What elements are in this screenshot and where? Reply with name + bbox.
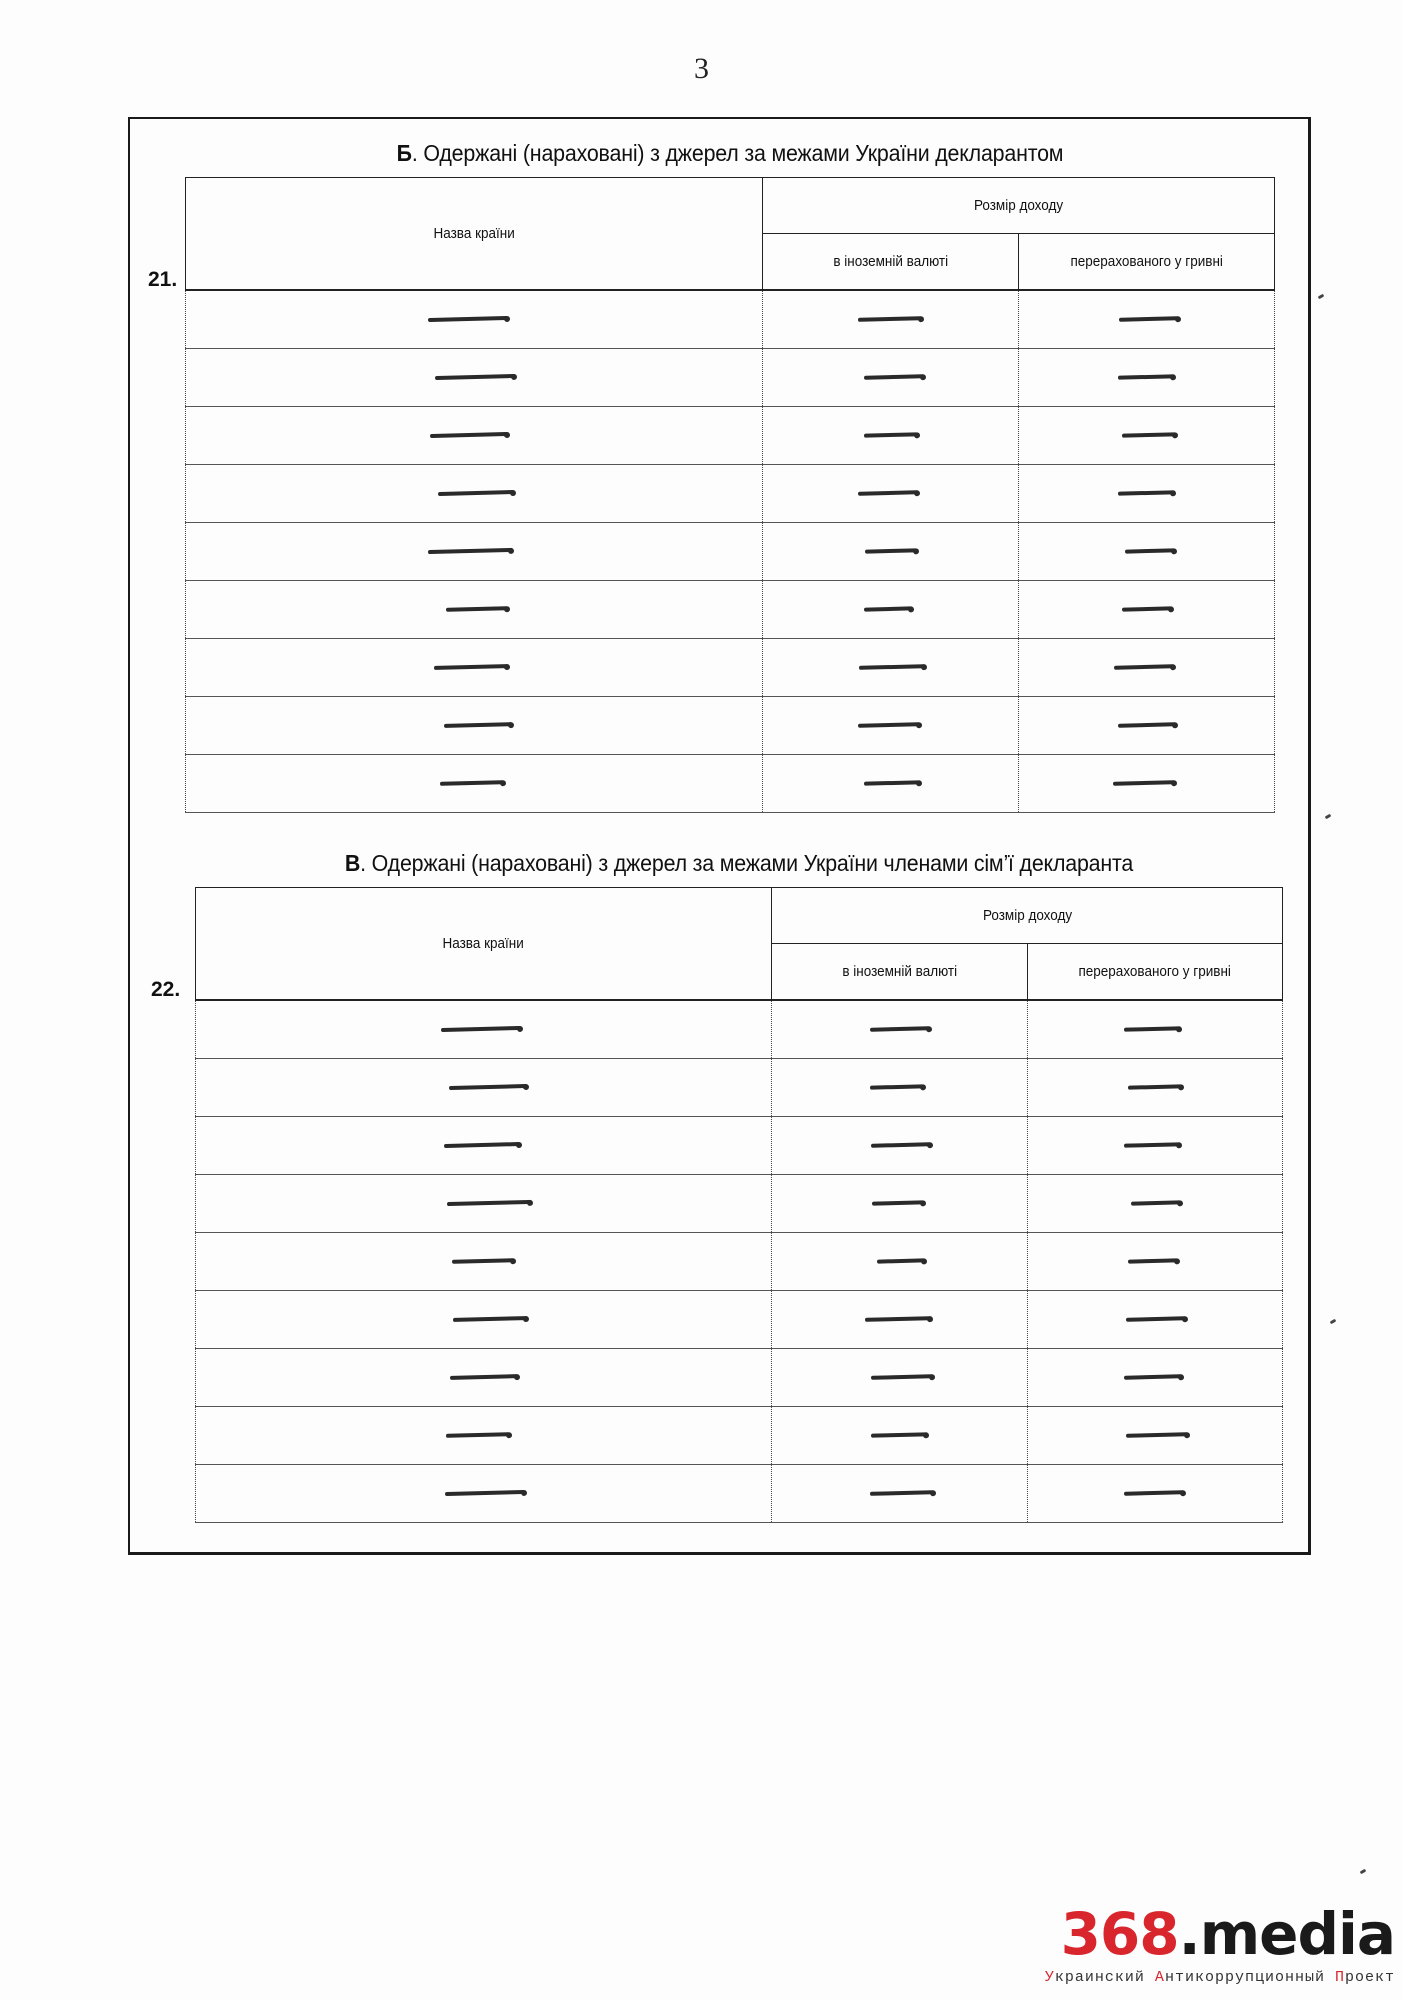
cell-converted-uah: [1027, 1174, 1282, 1232]
scan-speck: [1325, 814, 1332, 820]
cell-converted-uah: [1019, 464, 1275, 522]
dash-mark: [1118, 316, 1178, 322]
header-country-name: Назва країни: [186, 178, 763, 290]
cell-country: [186, 638, 763, 696]
cell-foreign-currency: [763, 638, 1019, 696]
table-row: [186, 406, 1275, 464]
dash-mark: [1124, 1490, 1184, 1496]
dash-mark: [1124, 1374, 1182, 1380]
dash-mark: [864, 432, 918, 437]
dash-mark: [858, 316, 922, 322]
header-converted-uah: перерахованого у гривні: [1019, 234, 1275, 290]
section-b-foreign-income-declarant: [148, 140, 1275, 813]
cell-country: [186, 522, 763, 580]
dash-mark: [434, 664, 508, 670]
section-title: [223, 140, 1237, 167]
subtitle-text: краинский: [1054, 1969, 1155, 1986]
dash-mark: [1124, 548, 1174, 553]
dash-mark: [864, 780, 920, 785]
cell-converted-uah: [1019, 754, 1275, 812]
dash-mark: [871, 1142, 931, 1148]
header-foreign-currency: в іноземній валюті: [763, 234, 1019, 290]
cell-country: [196, 1174, 772, 1232]
dash-mark: [1128, 1258, 1178, 1263]
subtitle-capital: У: [1044, 1969, 1055, 1986]
subtitle-capital: П: [1334, 1969, 1345, 1986]
cell-country: [186, 754, 763, 812]
cell-country: [196, 1290, 772, 1348]
cell-country: [196, 1000, 772, 1059]
cell-foreign-currency: [772, 1174, 1027, 1232]
income-table: [195, 887, 1283, 1523]
dash-mark: [1121, 606, 1171, 611]
dash-mark: [864, 606, 912, 611]
dash-mark: [1118, 722, 1176, 728]
cell-converted-uah: [1027, 1464, 1282, 1522]
cell-foreign-currency: [763, 696, 1019, 754]
dash-mark: [870, 1026, 930, 1032]
cell-converted-uah: [1019, 406, 1275, 464]
cell-foreign-currency: [763, 580, 1019, 638]
dash-mark: [858, 490, 918, 496]
table-row: [186, 638, 1275, 696]
dash-mark: [446, 1432, 510, 1438]
row-number: 22.: [151, 978, 181, 1001]
table-row: [186, 464, 1275, 522]
dash-mark: [1126, 1432, 1188, 1438]
cell-foreign-currency: [772, 1116, 1027, 1174]
cell-converted-uah: [1027, 1232, 1282, 1290]
dash-mark: [430, 432, 508, 438]
cell-converted-uah: [1027, 1406, 1282, 1464]
cell-converted-uah: [1027, 1058, 1282, 1116]
dash-mark: [870, 1084, 924, 1089]
header-country-name: Назва країни: [196, 888, 772, 1000]
dash-mark: [865, 548, 917, 553]
watermark-logo: 368.media: [1060, 1900, 1395, 1968]
watermark-subtitle: [1045, 1969, 1395, 1986]
section-title-text: . Одержані (нараховані) з джерел за межами України декларантом: [411, 140, 1064, 166]
cell-country: [196, 1406, 772, 1464]
dash-mark: [445, 1490, 525, 1496]
dash-mark: [444, 1142, 520, 1148]
dash-mark: [1122, 432, 1176, 437]
subtitle-capital: А: [1154, 1969, 1165, 1986]
cell-foreign-currency: [763, 464, 1019, 522]
table-row: [196, 1174, 1283, 1232]
table-row: [196, 1290, 1283, 1348]
dash-mark: [452, 1258, 514, 1264]
dash-mark: [871, 1374, 933, 1380]
cell-foreign-currency: [772, 1232, 1027, 1290]
cell-foreign-currency: [763, 522, 1019, 580]
cell-foreign-currency: [763, 754, 1019, 812]
cell-foreign-currency: [763, 348, 1019, 406]
table-row: [186, 348, 1275, 406]
dash-mark: [1131, 1200, 1181, 1205]
header-income-size: Розмір доходу: [763, 178, 1275, 234]
dash-mark: [446, 606, 508, 612]
cell-country: [196, 1348, 772, 1406]
dash-mark: [877, 1258, 925, 1263]
dash-mark: [428, 316, 508, 322]
header-foreign-currency: в іноземній валюті: [772, 944, 1027, 1000]
table-row: [196, 1348, 1283, 1406]
cell-foreign-currency: [772, 1348, 1027, 1406]
dash-mark: [449, 1084, 527, 1090]
cell-country: [186, 406, 763, 464]
table-row: [186, 580, 1275, 638]
dash-mark: [447, 1200, 531, 1206]
cell-foreign-currency: [763, 290, 1019, 349]
cell-foreign-currency: [772, 1464, 1027, 1522]
cell-converted-uah: [1019, 290, 1275, 349]
dash-mark: [453, 1316, 527, 1322]
cell-converted-uah: [1019, 348, 1275, 406]
dash-mark: [870, 1490, 934, 1496]
table-row: [196, 1464, 1283, 1522]
cell-country: [186, 290, 763, 349]
dash-mark: [871, 1432, 927, 1437]
section-title-text: . Одержані (нараховані) з джерел за межами України членами сім’ї декларанта: [360, 850, 1134, 876]
section-letter: В: [344, 850, 361, 876]
section-v-foreign-income-family: [151, 850, 1283, 1523]
dash-mark: [1126, 1316, 1186, 1322]
cell-converted-uah: [1027, 1290, 1282, 1348]
watermark-368-media: [1044, 1900, 1395, 1986]
subtitle-text: нтикоррупционный: [1164, 1969, 1335, 1986]
dash-mark: [435, 374, 515, 380]
table-row: [186, 290, 1275, 349]
cell-country: [196, 1464, 772, 1522]
dash-mark: [438, 490, 514, 496]
cell-foreign-currency: [772, 1290, 1027, 1348]
dash-mark: [1113, 664, 1173, 670]
table-row: [196, 1406, 1283, 1464]
table-row: [196, 1232, 1283, 1290]
cell-country: [196, 1116, 772, 1174]
dash-mark: [450, 1374, 518, 1380]
table-row: [186, 754, 1275, 812]
dash-mark: [1124, 1142, 1180, 1147]
dash-mark: [440, 780, 504, 786]
dash-mark: [1124, 1026, 1180, 1031]
cell-foreign-currency: [772, 1000, 1027, 1059]
dash-mark: [1113, 780, 1175, 786]
cell-country: [186, 696, 763, 754]
table-row: [196, 1058, 1283, 1116]
cell-converted-uah: [1027, 1000, 1282, 1059]
dash-mark: [1128, 1084, 1182, 1089]
header-converted-uah: перерахованого у гривні: [1027, 944, 1282, 1000]
cell-converted-uah: [1019, 638, 1275, 696]
cell-converted-uah: [1019, 580, 1275, 638]
table-row: [186, 696, 1275, 754]
table-row: [196, 1116, 1283, 1174]
dash-mark: [858, 722, 920, 728]
cell-converted-uah: [1027, 1116, 1282, 1174]
cell-converted-uah: [1019, 696, 1275, 754]
cell-country: [186, 348, 763, 406]
table-row: [196, 1000, 1283, 1059]
scan-speck: [1360, 1869, 1367, 1875]
section-letter: Б: [396, 140, 412, 166]
table-row: [186, 522, 1275, 580]
cell-converted-uah: [1019, 522, 1275, 580]
dash-mark: [865, 1316, 931, 1322]
cell-converted-uah: [1027, 1348, 1282, 1406]
cell-country: [196, 1058, 772, 1116]
subtitle-text: роект: [1344, 1969, 1395, 1986]
scan-speck: [1330, 1319, 1337, 1325]
row-number: 21.: [148, 268, 178, 291]
cell-foreign-currency: [772, 1406, 1027, 1464]
dash-mark: [444, 722, 512, 728]
dash-mark: [1117, 374, 1173, 379]
cell-foreign-currency: [772, 1058, 1027, 1116]
cell-country: [196, 1232, 772, 1290]
dash-mark: [1118, 490, 1174, 495]
dash-mark: [441, 1026, 521, 1032]
dash-mark: [428, 548, 512, 554]
income-table: [185, 177, 1275, 813]
section-title: [233, 850, 1245, 877]
cell-foreign-currency: [763, 406, 1019, 464]
dash-mark: [859, 664, 925, 670]
dash-mark: [872, 1200, 924, 1205]
scan-speck: [1318, 294, 1325, 300]
header-income-size: Розмір доходу: [772, 888, 1283, 944]
dash-mark: [864, 374, 924, 380]
cell-country: [186, 580, 763, 638]
page-number: 3: [694, 52, 709, 85]
cell-country: [186, 464, 763, 522]
